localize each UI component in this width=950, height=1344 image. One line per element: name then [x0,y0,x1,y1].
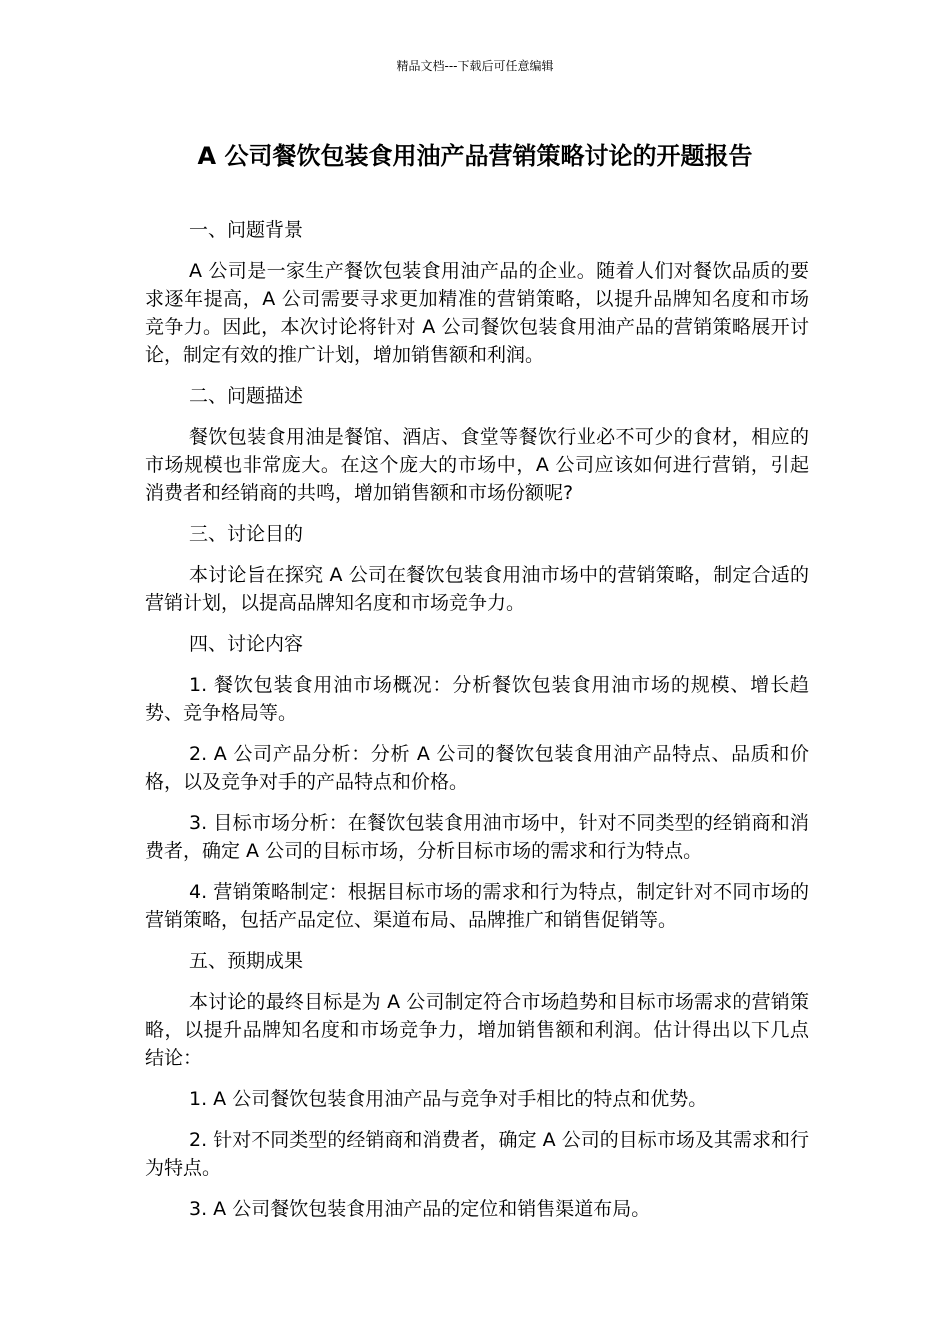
list-item-content-1: 1. 餐饮包装食用油市场概况：分析餐饮包装食用油市场的规模、增长趋势、竞争格局等。 [145,674,809,724]
page-header: 精品文档---下载后可任意编辑 [396,59,554,73]
list-item-content-2: 2. A 公司产品分析：分析 A 公司的餐饮包装食用油产品特点、品质和价格，以及竞争对手的产品特点和价格。 [145,743,809,793]
section-heading-purpose: 三、讨论目的 [189,523,304,545]
list-item-outcome-2: 2. 针对不同类型的经销商和消费者，确定 A 公司的目标市场及其需求和行为特点。 [145,1129,809,1179]
list-item-content-3: 3. 目标市场分析：在餐饮包装食用油市场中，针对不同类型的经销商和消费者，确定 A 公司的目标市场，分析目标市场的需求和行为特点。 [145,812,809,862]
section-heading-description: 二、问题描述 [189,385,304,407]
paragraph-description: 餐饮包装食用油是餐馆、酒店、食堂等餐饮行业必不可少的食材，相应的市场规模也非常庞大。在这个庞大的市场中，A 公司应该如何进行营销，引起消费者和经销商的共鸣，增加销售额和市场份额呢? [145,426,809,504]
list-item-content-4: 4. 营销策略制定：根据目标市场的需求和行为特点，制定针对不同市场的营销策略，包括产品定位、渠道布局、品牌推广和销售促销等。 [145,881,809,931]
list-item-outcome-3: 3. A 公司餐饮包装食用油产品的定位和销售渠道布局。 [189,1198,651,1220]
section-heading-background: 一、问题背景 [189,219,304,241]
paragraph-outcomes: 本讨论的最终目标是为 A 公司制定符合市场趋势和目标市场需求的营销策略，以提升品牌知名度和市场竞争力，增加销售额和利润。估计得出以下几点结论： [145,991,809,1069]
document-body [145,216,809,1236]
section-heading-outcomes: 五、预期成果 [189,950,304,972]
paragraph-background: A 公司是一家生产餐饮包装食用油产品的企业。随着人们对餐饮品质的要求逐年提高，A 公司需要寻求更加精准的营销策略，以提升品牌知名度和市场竞争力。因此，本次讨论将针对 A 公司餐饮包装食用油产品的营销策略展开讨论，制定有效的推广计划，增加销售额和利润。 [145,260,809,366]
section-heading-content: 四、讨论内容 [189,633,304,655]
document-title: A 公司餐饮包装食用油产品营销策略讨论的开题报告 [197,142,753,170]
list-item-outcome-1: 1. A 公司餐饮包装食用油产品与竞争对手相比的特点和优势。 [189,1088,708,1110]
paragraph-purpose: 本讨论旨在探究 A 公司在餐饮包装食用油市场中的营销策略，制定合适的营销计划，以提高品牌知名度和市场竞争力。 [145,564,809,614]
